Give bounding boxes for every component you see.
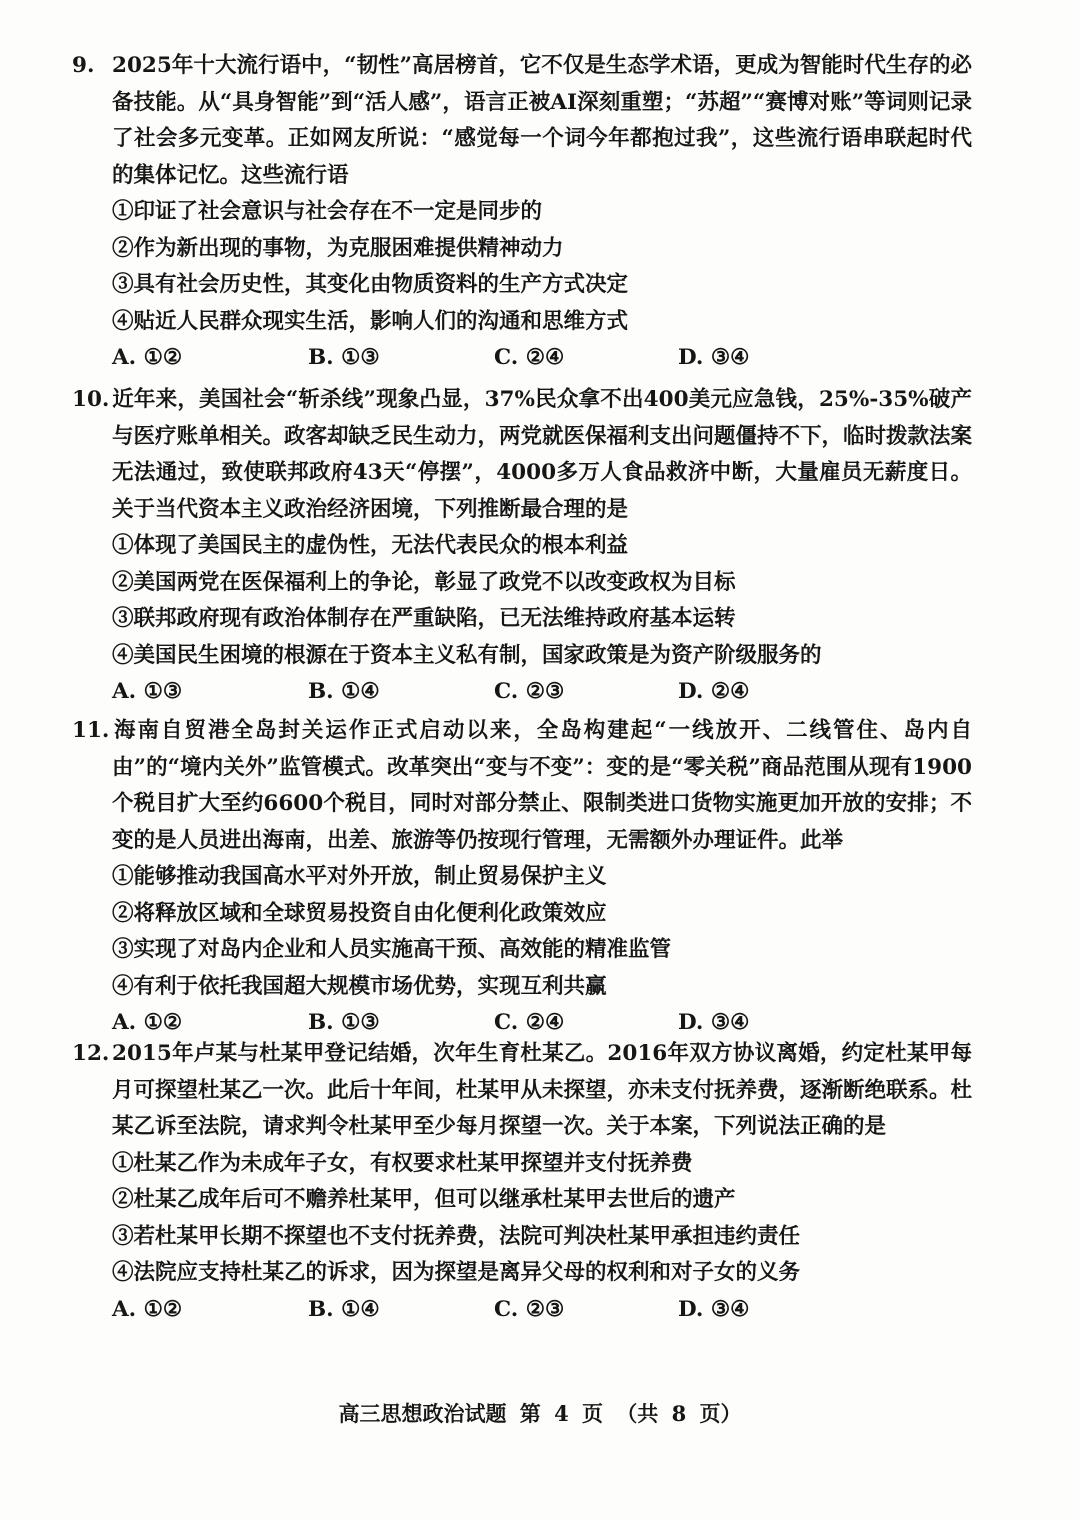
choice-c: C. ②④ bbox=[494, 1010, 565, 1035]
question-text: 近年来，美国社会“斩杀线”现象凸显，37%民众拿不出400美元应急钱，25%-35%破产与医疗账单相关。政客却缺乏民生动力，两党就医保福利支出问题僵持不下，临时拨款法案无法通过，致使联邦政府43天“停摆”，4000多万人食品救济中断，大量雇员无薪度日。关于当代资本主义政治经济困境，下列推断最合理的是 bbox=[112, 387, 973, 522]
choice-d: D. ③④ bbox=[678, 1010, 750, 1035]
statement-4: ④美国民生困境的根源在于资本主义私有制，国家政策是为资产阶级服务的 bbox=[112, 642, 822, 668]
choice-d: D. ③④ bbox=[678, 345, 750, 370]
statement-2: ②杜某乙成年后可不赡养杜某甲，但可以继承杜某甲去世后的遗产 bbox=[112, 1187, 736, 1212]
choice-c: C. ②④ bbox=[494, 345, 565, 370]
question-9 bbox=[72, 48, 972, 377]
choice-b: B. ①④ bbox=[308, 1296, 380, 1322]
question-stem bbox=[72, 713, 972, 859]
question-12 bbox=[72, 1036, 972, 1328]
choice-a: A. ①② bbox=[112, 1296, 183, 1322]
statement-3: ③实现了对岛内企业和人员实施高干预、高效能的精准监管 bbox=[112, 937, 672, 962]
question-text: 2025年十大流行语中，“韧性”高居榜首，它不仅是生态学术语，更成为智能时代生存的必备技能。从“具身智能”到“活人感”，语言正被AI深刻重塑；“苏超”“赛博对账”等词则记录了社会多元变革。正如网友所说：“感觉每一个词今年都抱过我”，这些流行语串联起时代的集体记忆。这些流行语 bbox=[112, 53, 972, 188]
statement-2: ②将释放区域和全球贸易投资自由化便利化政策效应 bbox=[112, 900, 607, 926]
statement-4: ④贴近人民群众现实生活，影响人们的沟通和思维方式 bbox=[112, 308, 629, 334]
choice-d: D. ②④ bbox=[678, 679, 750, 704]
choice-c: C. ②③ bbox=[494, 1296, 565, 1322]
statement-3: ③若杜某甲长期不探望也不支付抚养费，法院可判决杜某甲承担违约责任 bbox=[112, 1223, 801, 1249]
question-number: 10. bbox=[72, 387, 110, 412]
question-number: 9. bbox=[72, 53, 95, 78]
choice-b: B. ①③ bbox=[308, 345, 380, 370]
choice-b: B. ①③ bbox=[308, 1010, 380, 1035]
page-footer: 高三思想政治试题 第 4 页 （共 8 页） bbox=[338, 1401, 742, 1426]
answer-choices bbox=[72, 674, 972, 711]
statement-3: ③具有社会历史性，其变化由物质资料的生产方式决定 bbox=[112, 272, 629, 297]
statement-4: ④法院应支持杜某乙的诉求，因为探望是离异父母的权利和对子女的义务 bbox=[112, 1260, 801, 1285]
question-number: 12. bbox=[72, 1041, 110, 1066]
question-10 bbox=[72, 382, 972, 711]
statement-1: ①印证了社会意识与社会存在不一定是同步的 bbox=[112, 199, 543, 224]
question-text: 2015年卢某与杜某甲登记结婚，次年生育杜某乙。2016年双方协议离婚，约定杜某甲每月可探望杜某乙一次。此后十年间，杜某甲从未探望，亦未支付抚养费，逐渐断绝联系。杜某乙诉至法院，请求判令杜某甲至少每月探望一次。关于本案，下列说法正确的是 bbox=[112, 1041, 973, 1139]
question-text: 海南自贸港全岛封关运作正式启动以来，全岛构建起“一线放开、二线管住、岛内自由”的“境内关外”监管模式。改革突出“变与不变”：变的是“零关税”商品范围从现有1900个税目扩大至约6600个税目，同时对部分禁止、限制类进口货物实施更加开放的安排；不变的是人员进出海南，出差、旅游等仍按现行管理，无需额外办理证件。此举 bbox=[112, 718, 972, 853]
statement-2: ②作为新出现的事物，为克服困难提供精神动力 bbox=[112, 235, 564, 261]
choice-a: A. ①② bbox=[112, 345, 183, 370]
statement-1: ①能够推动我国高水平对外开放，制止贸易保护主义 bbox=[112, 864, 607, 889]
statement-3: ③联邦政府现有政治体制存在严重缺陷，已无法维持政府基本运转 bbox=[112, 606, 736, 631]
choice-b: B. ①④ bbox=[308, 679, 380, 704]
answer-choices bbox=[72, 1292, 972, 1329]
statement-1: ①杜某乙作为未成年子女，有权要求杜某甲探望并支付抚养费 bbox=[112, 1150, 693, 1176]
question-stem bbox=[72, 382, 972, 528]
question-stem bbox=[72, 48, 972, 194]
question-stem bbox=[72, 1036, 972, 1146]
choice-d: D. ③④ bbox=[678, 1296, 750, 1322]
question-11 bbox=[72, 713, 972, 1042]
statement-2: ②美国两党在医保福利上的争论，彰显了政党不以改变政权为目标 bbox=[112, 569, 736, 595]
statement-4: ④有利于依托我国超大规模市场优势，实现互利共赢 bbox=[112, 973, 607, 999]
choice-a: A. ①② bbox=[112, 1010, 183, 1035]
statement-1: ①体现了美国民主的虚伪性，无法代表民众的根本利益 bbox=[112, 533, 629, 558]
question-number: 11. bbox=[72, 718, 110, 743]
choice-a: A. ①③ bbox=[112, 679, 183, 704]
answer-choices bbox=[72, 340, 972, 377]
choice-c: C. ②③ bbox=[494, 679, 565, 704]
